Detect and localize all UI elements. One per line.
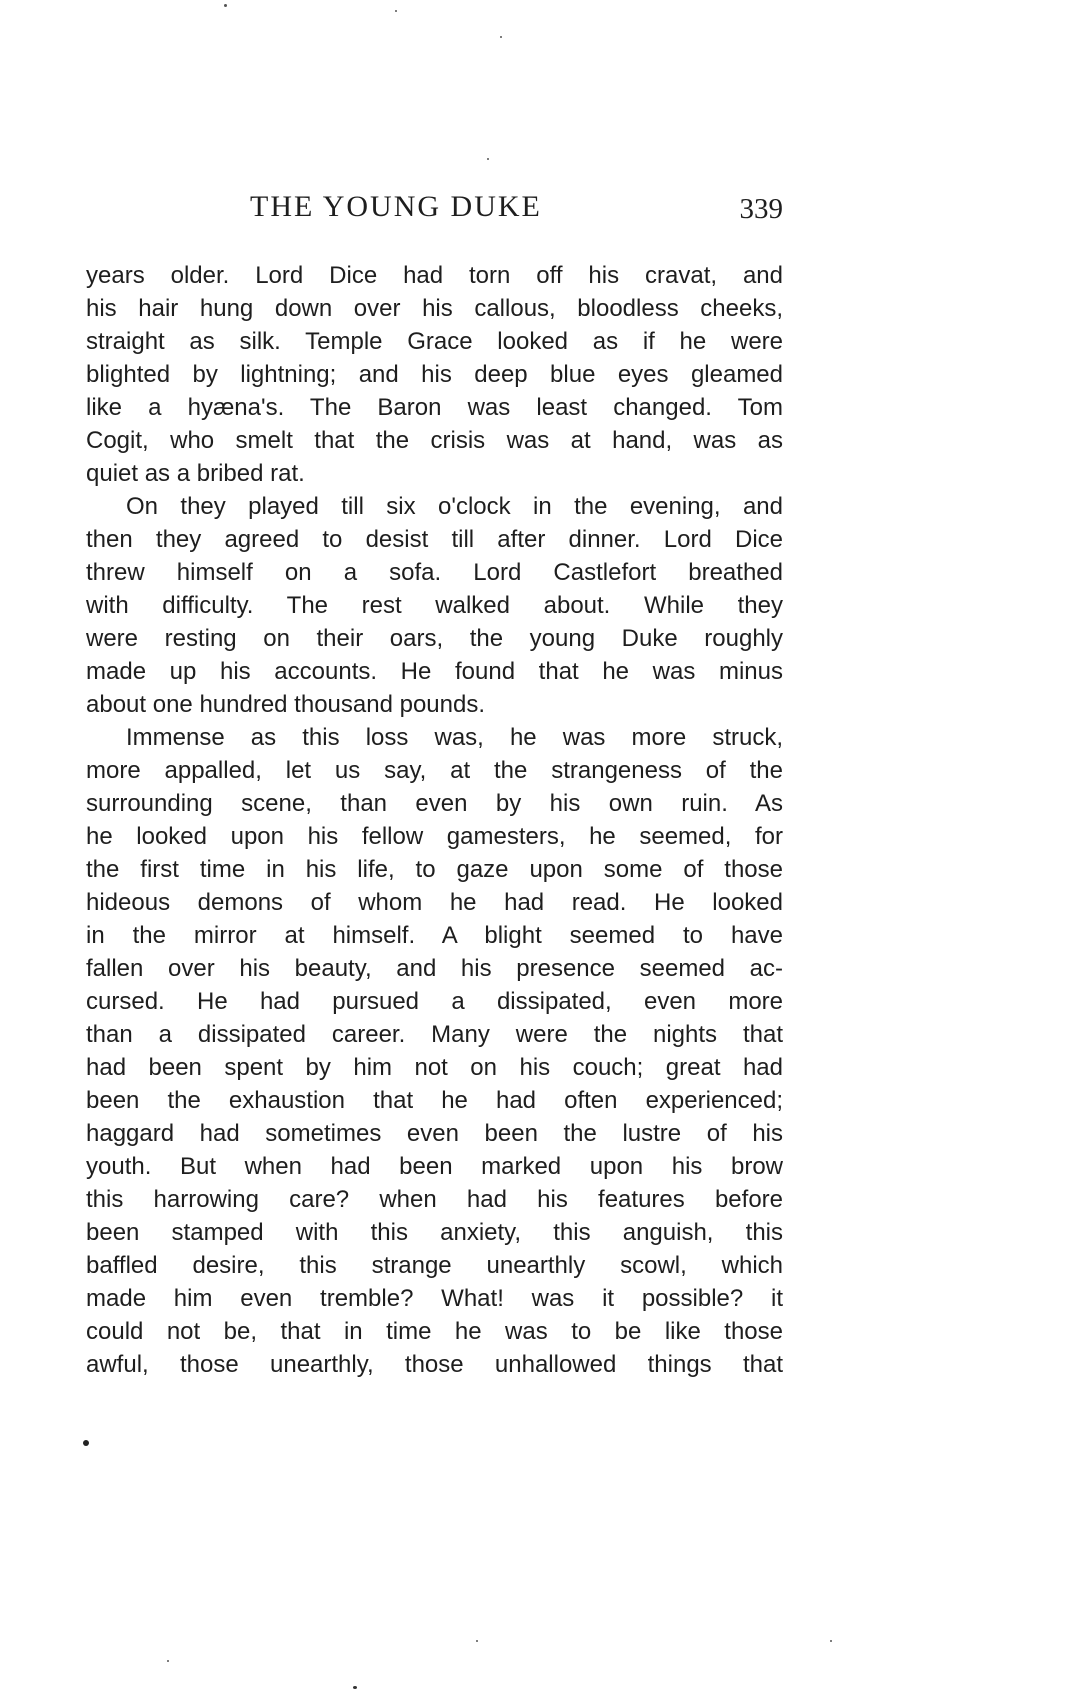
text-line: then they agreed to desist till after dinner. Lord Dice — [86, 526, 783, 553]
scan-speck — [830, 1640, 832, 1642]
text-line: blighted by lightning; and his deep blue eyes gleamed — [86, 361, 783, 388]
text-line: the first time in his life, to gaze upon some of those — [86, 856, 783, 883]
body-text — [86, 259, 783, 1381]
scan-speck — [487, 158, 489, 160]
text-line: like a hyæna's. The Baron was least changed. Tom — [86, 394, 783, 421]
text-line: been stamped with this anxiety, this anguish, this — [86, 1219, 783, 1246]
page-number: 339 — [739, 193, 783, 225]
text-line: had been spent by him not on his couch; great had — [86, 1054, 783, 1081]
text-line: years older. Lord Dice had torn off his cravat, and — [86, 262, 783, 289]
text-line: his hair hung down over his callous, bloodless cheeks, — [86, 295, 783, 322]
text-line: baffled desire, this strange unearthly scowl, which — [86, 1252, 783, 1279]
text-line: threw himself on a sofa. Lord Castlefort breathed — [86, 559, 783, 586]
text-line: haggard had sometimes even been the lustre of his — [86, 1120, 783, 1147]
scan-speck — [476, 1640, 478, 1642]
text-line: Cogit, who smelt that the crisis was at hand, was as — [86, 427, 783, 454]
text-line: been the exhaustion that he had often experienced; — [86, 1087, 783, 1114]
text-line: awful, those unearthly, those unhallowed things that — [86, 1351, 783, 1378]
paragraph-first-line: Immense as this loss was, he was more struck, — [126, 724, 783, 751]
text-line: he looked upon his fellow gamesters, he seemed, for — [86, 823, 783, 850]
paragraph-first-line: On they played till six o'clock in the evening, and — [126, 493, 783, 520]
scan-speck — [353, 1686, 357, 1689]
text-line: this harrowing care? when had his features before — [86, 1186, 783, 1213]
text-line: with difficulty. The rest walked about. While they — [86, 592, 783, 619]
scan-speck — [167, 1660, 169, 1662]
text-line: youth. But when had been marked upon his brow — [86, 1153, 783, 1180]
text-line: could not be, that in time he was to be like those — [86, 1318, 783, 1345]
text-line: surrounding scene, than even by his own ruin. As — [86, 790, 783, 817]
scan-speck — [224, 4, 227, 7]
scan-speck — [395, 10, 397, 12]
text-line: hideous demons of whom he had read. He looked — [86, 889, 783, 916]
text-line: straight as silk. Temple Grace looked as if he were — [86, 328, 783, 355]
running-head — [86, 190, 783, 230]
text-line: about one hundred thousand pounds. — [86, 691, 486, 718]
text-line: in the mirror at himself. A blight seemed to have — [86, 922, 783, 949]
running-title: THE YOUNG DUKE — [250, 190, 542, 223]
text-line: made up his accounts. He found that he was minus — [86, 658, 783, 685]
text-line: were resting on their oars, the young Duke roughly — [86, 625, 783, 652]
scan-speck — [500, 36, 502, 38]
text-line: cursed. He had pursued a dissipated, even more — [86, 988, 783, 1015]
text-line: fallen over his beauty, and his presence seemed ac- — [86, 955, 783, 982]
text-line: quiet as a bribed rat. — [86, 460, 305, 487]
text-line: than a dissipated career. Many were the nights that — [86, 1021, 783, 1048]
text-line: made him even tremble? What! was it possible? it — [86, 1285, 783, 1312]
text-line: more appalled, let us say, at the strangeness of the — [86, 757, 783, 784]
scan-speck — [83, 1440, 89, 1446]
